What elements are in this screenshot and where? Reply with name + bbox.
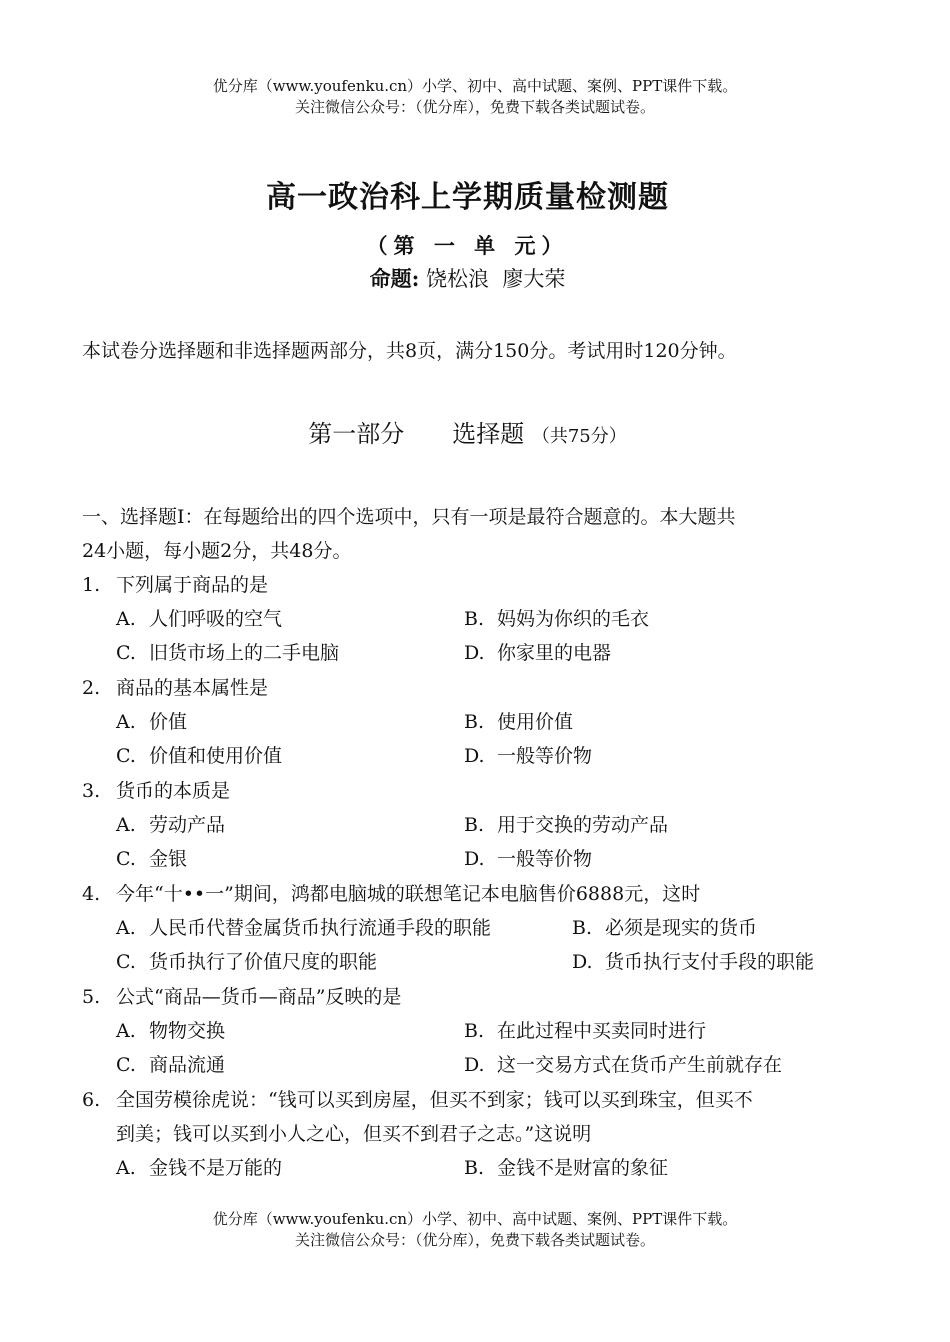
option-letter: B. (464, 1020, 485, 1042)
option-letter: B. (464, 1157, 485, 1179)
option-text: 货币执行支付手段的职能 (605, 951, 815, 973)
option-text: 你家里的电器 (497, 642, 612, 664)
option-letter: D. (572, 951, 593, 973)
option-letter: C. (116, 642, 136, 664)
option-text: 价值 (149, 711, 188, 733)
question-number: 4. (82, 883, 101, 905)
option-letter: A. (116, 711, 136, 733)
option-text: 一般等价物 (497, 848, 593, 870)
section-line-2: 24小题，每小题2分，共48分。 (82, 540, 352, 562)
option-4b (572, 911, 757, 945)
option-text: 商品流通 (149, 1054, 226, 1076)
question-text: 今年“十••一”期间，鸿都电脑城的联想笔记本电脑售价6888元，这时 (116, 883, 701, 905)
option-letter: B. (464, 608, 485, 630)
part-note: （共75分） (531, 426, 627, 447)
option-text: 金钱不是万能的 (149, 1157, 283, 1179)
authors-line (0, 263, 935, 293)
option-letter: D. (464, 642, 485, 664)
exam-title: 高一政治科上学期质量检测题 (266, 180, 669, 215)
authors-names: 饶松浪 廖大荣 (419, 267, 566, 291)
option-letter: A. (116, 917, 136, 939)
option-text: 在此过程中买卖同时进行 (497, 1020, 707, 1042)
page-footer (0, 1209, 950, 1251)
footer-line-1: 优分库（www.youfenku.cn）小学、初中、高中试题、案例、PPT课件下载。 (212, 1210, 738, 1228)
question-1-stem (82, 568, 268, 602)
option-6b (464, 1151, 668, 1185)
option-letter: A. (116, 1157, 136, 1179)
option-3d (464, 842, 592, 876)
option-text: 人民币代替金属货币执行流通手段的职能 (149, 917, 492, 939)
question-number: 5. (82, 986, 101, 1008)
option-letter: C. (116, 1054, 136, 1076)
option-text: 旧货市场上的二手电脑 (149, 642, 340, 664)
option-1c (116, 636, 339, 670)
question-6-stem (82, 1083, 753, 1117)
question-number: 6. (82, 1089, 101, 1111)
option-2b (464, 705, 573, 739)
option-2d (464, 739, 592, 773)
option-letter: A. (116, 1020, 136, 1042)
question-3-stem (82, 774, 230, 808)
question-number: 2. (82, 677, 101, 699)
question-text: 货币的本质是 (116, 780, 231, 802)
unit-subtitle: （第 一 单 元） (366, 233, 569, 258)
option-5c (116, 1048, 225, 1082)
option-4d (572, 945, 814, 979)
option-5d (464, 1048, 782, 1082)
section-line-1: 一、选择题Ⅰ：在每题给出的四个选项中，只有一项是最符合题意的。本大题共 (82, 506, 736, 528)
option-6a (116, 1151, 282, 1185)
option-text: 妈妈为你织的毛衣 (497, 608, 650, 630)
option-text: 用于交换的劳动产品 (497, 814, 669, 836)
option-3a (116, 808, 225, 842)
option-text: 一般等价物 (497, 745, 593, 767)
option-text: 价值和使用价值 (149, 745, 283, 767)
option-1b (464, 602, 649, 636)
option-text: 必须是现实的货币 (605, 917, 758, 939)
question-number: 3. (82, 780, 101, 802)
authors-label: 命题: (369, 266, 420, 291)
option-letter: C. (116, 951, 136, 973)
page-header (0, 76, 950, 118)
exam-intro: 本试卷分选择题和非选择题两部分，共8页，满分150分。考试用时120分钟。 (82, 340, 737, 362)
part-label: 第一部分 选择题 (308, 420, 525, 448)
option-letter: C. (116, 745, 136, 767)
option-text: 金银 (149, 848, 188, 870)
option-3c (116, 842, 187, 876)
option-letter: A. (116, 608, 136, 630)
question-text: 商品的基本属性是 (116, 677, 269, 699)
option-2a (116, 705, 187, 739)
option-1a (116, 602, 282, 636)
option-3b (464, 808, 668, 842)
question-text: 公式“商品—货币—商品”反映的是 (116, 986, 402, 1008)
option-1d (464, 636, 611, 670)
option-2c (116, 739, 282, 773)
option-letter: C. (116, 848, 136, 870)
option-letter: B. (464, 711, 485, 733)
option-text: 物物交换 (149, 1020, 226, 1042)
option-text: 劳动产品 (149, 814, 226, 836)
option-text: 这一交易方式在货币产生前就存在 (497, 1054, 783, 1076)
option-4a (116, 911, 491, 945)
option-letter: D. (464, 1054, 485, 1076)
option-letter: A. (116, 814, 136, 836)
option-letter: B. (572, 917, 593, 939)
option-letter: D. (464, 745, 485, 767)
question-text: 下列属于商品的是 (116, 574, 269, 596)
option-4c (116, 945, 377, 979)
option-text: 人们呼吸的空气 (149, 608, 283, 630)
header-line-1: 优分库（www.youfenku.cn）小学、初中、高中试题、案例、PPT课件下载。 (212, 77, 738, 95)
option-text: 金钱不是财富的象征 (497, 1157, 669, 1179)
option-5b (464, 1014, 706, 1048)
question-2-stem (82, 671, 268, 705)
question-4-stem (82, 877, 700, 911)
option-text: 货币执行了价值尺度的职能 (149, 951, 378, 973)
option-5a (116, 1014, 225, 1048)
header-line-2: 关注微信公众号：（优分库），免费下载各类试题试卷。 (294, 98, 655, 116)
option-letter: D. (464, 848, 485, 870)
question-number: 1. (82, 574, 101, 596)
option-letter: B. (464, 814, 485, 836)
option-text: 使用价值 (497, 711, 574, 733)
question-6-stem-cont: 到美；钱可以买到小人之心，但买不到君子之志。”这说明 (116, 1123, 592, 1145)
question-5-stem (82, 980, 401, 1014)
footer-line-2: 关注微信公众号：（优分库），免费下载各类试题试卷。 (294, 1231, 655, 1249)
part-heading (0, 414, 935, 449)
section-instructions (82, 500, 862, 568)
question-text: 全国劳模徐虎说：“钱可以买到房屋，但买不到家；钱可以买到珠宝，但买不 (116, 1089, 753, 1111)
